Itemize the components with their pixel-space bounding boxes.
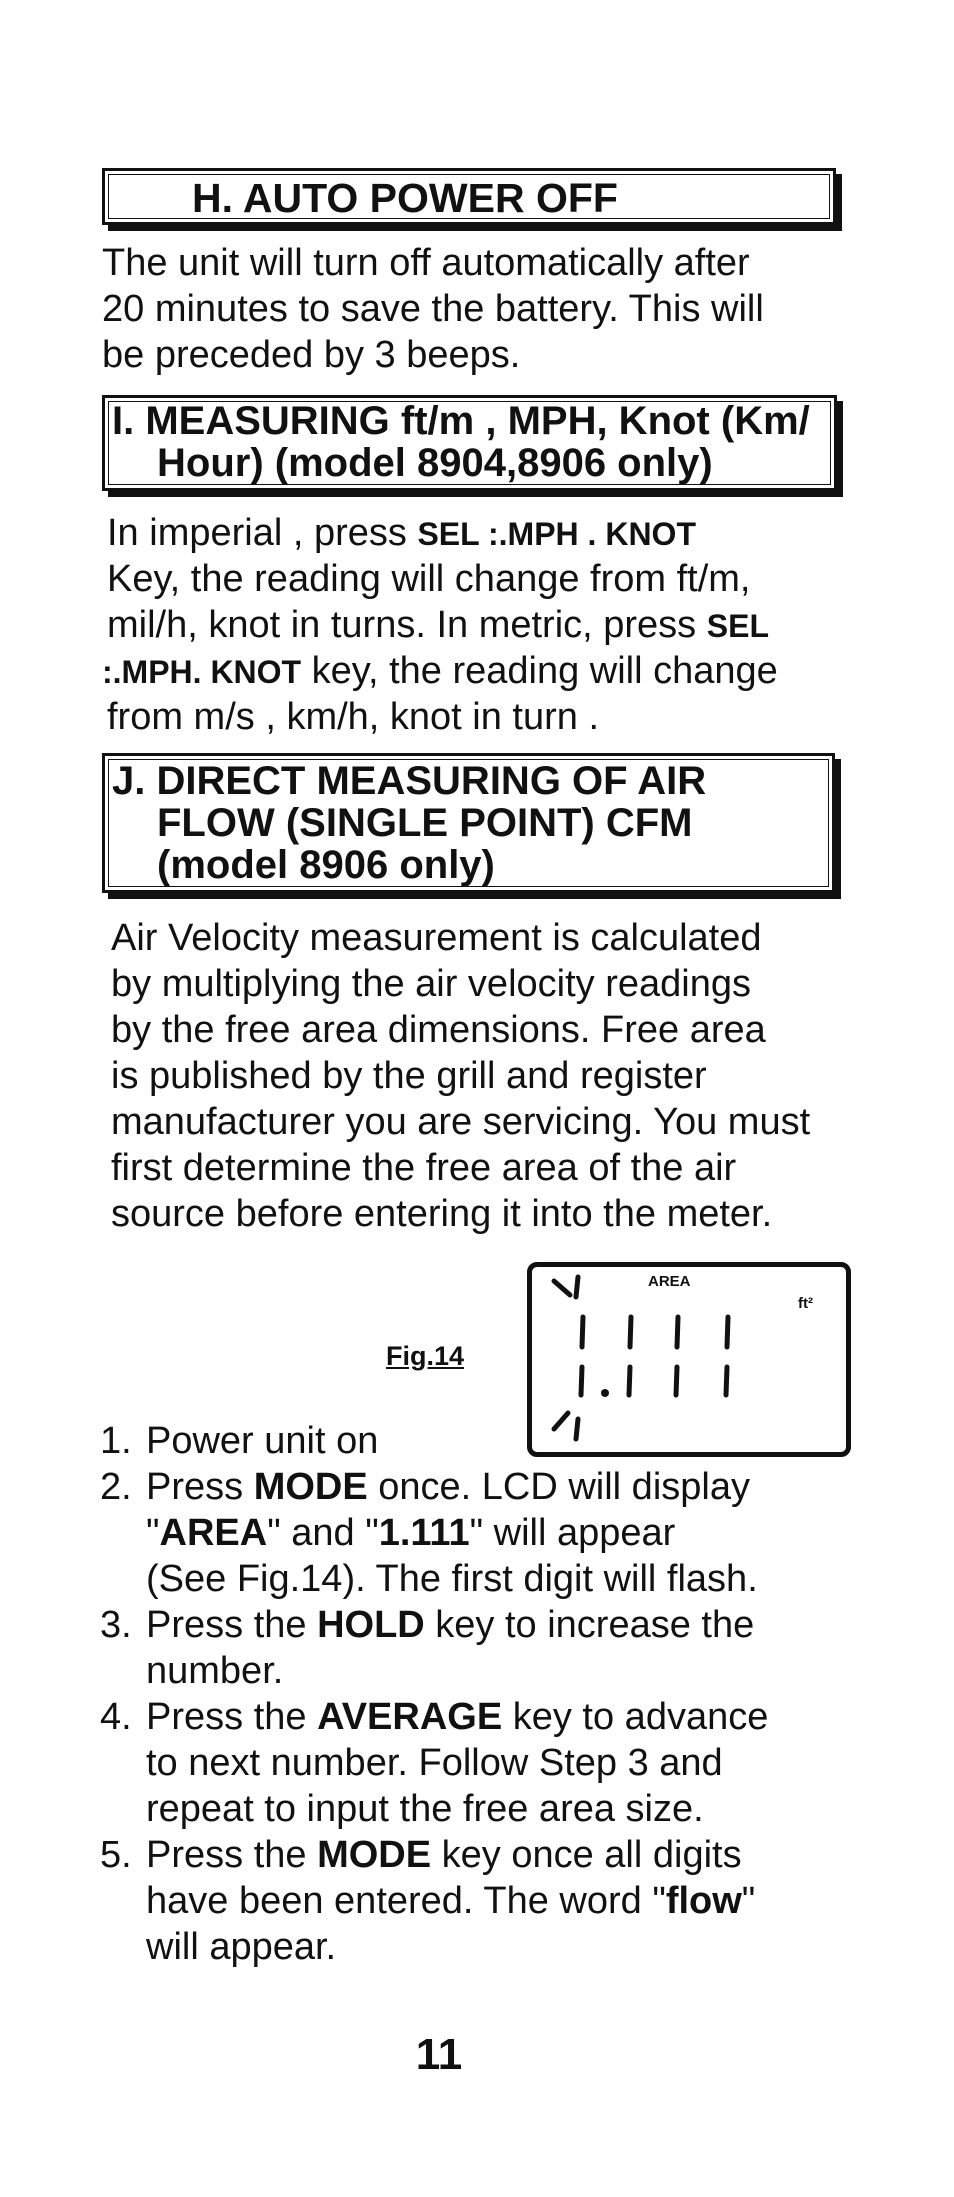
text-segment: Press the — [146, 1834, 318, 1876]
step-number: 1. — [100, 1420, 132, 1462]
lcd-display — [527, 1262, 851, 1457]
section-i-heading — [112, 400, 810, 484]
text-segment: " — [741, 1880, 756, 1922]
text-line: to next number. Follow Step 3 and — [146, 1742, 723, 1784]
heading-line: FLOW (SINGLE POINT) CFM — [157, 801, 693, 845]
text-segment: key to advance — [502, 1696, 769, 1738]
heading-line: (model 8906 only) — [157, 843, 495, 887]
key-label: AVERAGE — [317, 1696, 503, 1738]
text-segment: key, the reading will change — [301, 650, 778, 692]
text-line: by the free area dimensions. Free area — [111, 1009, 766, 1051]
section-i-body — [102, 510, 778, 740]
text-line: repeat to input the free area size. — [146, 1788, 704, 1830]
text-line: manufacturer you are servicing. You must — [111, 1101, 811, 1143]
key-label: SEL — [706, 608, 769, 644]
text-segment: " will appear — [469, 1512, 676, 1554]
text-segment: Press — [146, 1466, 254, 1508]
heading-line: I. MEASURING ft/m , MPH, Knot (Km/ — [112, 399, 810, 443]
text-line: is published by the grill and register — [111, 1055, 707, 1097]
step-number: 3. — [100, 1604, 132, 1646]
text-segment: Press the — [146, 1604, 318, 1646]
key-label: flow — [665, 1880, 742, 1922]
text-line: (See Fig.14). The first digit will flash. — [146, 1558, 758, 1600]
text-segment: " and " — [267, 1512, 379, 1554]
key-label: SEL :.MPH . KNOT — [417, 516, 696, 552]
text-line: first determine the free area of the air — [111, 1147, 737, 1189]
step-number: 2. — [100, 1466, 132, 1508]
text-segment: Press the — [146, 1696, 318, 1738]
text-line: 20 minutes to save the battery. This will — [102, 288, 764, 330]
text-segment: mil/h, knot in turns. In metric, press — [107, 604, 707, 646]
text-line: The unit will turn off automatically after — [102, 242, 750, 284]
heading-line: J. DIRECT MEASURING OF AIR — [112, 759, 707, 803]
heading-line: Hour) (model 8904,8906 only) — [157, 441, 713, 485]
lcd-seven-segment-digits — [532, 1267, 846, 1452]
section-j-body — [111, 915, 810, 1237]
text-line: will appear. — [146, 1926, 337, 1968]
figure-label: Fig.14 — [386, 1341, 465, 1371]
lcd-area-annunciator: AREA — [648, 1273, 691, 1290]
section-j-heading — [112, 760, 706, 886]
section-h-heading: H. AUTO POWER OFF — [192, 175, 618, 221]
lcd-unit: ft² — [798, 1295, 813, 1312]
text-segment: key once all digits — [431, 1834, 742, 1876]
text-line: from m/s , km/h, knot in turn . — [107, 696, 600, 738]
text-segment: key to increase the — [424, 1604, 755, 1646]
text-line: Air Velocity measurement is calculated — [111, 917, 762, 959]
key-label: MODE — [253, 1466, 368, 1508]
text-segment: have been entered. The word " — [146, 1880, 666, 1922]
key-label: HOLD — [317, 1604, 425, 1646]
text-segment: once. LCD will display — [367, 1466, 750, 1508]
text-line: source before entering it into the meter. — [111, 1193, 773, 1235]
text-line: Power unit on — [146, 1420, 379, 1462]
text-line: number. — [146, 1650, 284, 1692]
text-line: Key, the reading will change from ft/m, — [107, 558, 751, 600]
text-line: be preceded by 3 beeps. — [102, 334, 521, 376]
text-line: by multiplying the air velocity readings — [111, 963, 751, 1005]
step-number: 5. — [100, 1834, 132, 1876]
section-h-body — [102, 240, 764, 378]
page-number: 11 — [415, 2030, 463, 2079]
step-number: 4. — [100, 1696, 132, 1738]
key-label: 1.111 — [378, 1512, 470, 1554]
text-segment: " — [146, 1512, 160, 1554]
key-label: MODE — [317, 1834, 432, 1876]
text-segment: In imperial , press — [107, 512, 418, 554]
key-label: AREA — [159, 1512, 268, 1554]
key-label: :.MPH. KNOT — [102, 654, 302, 690]
